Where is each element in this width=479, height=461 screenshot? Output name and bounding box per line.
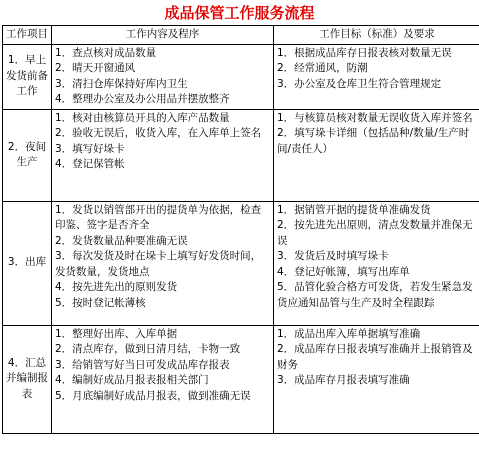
target-line: 1．成品出库入库单据填写准确 (277, 327, 421, 340)
content-line: 2．清点库存，做到日清月结，卡物一致 (55, 343, 241, 355)
content-line: 4．登记保管帐 (55, 158, 125, 170)
table-row (3, 325, 479, 433)
target-line: 1．根据成品库存日报表核对数量无误 (277, 46, 452, 59)
content-line: 5．按时登记帐薄核 (55, 296, 146, 309)
header-item: 工作项目 (3, 26, 52, 45)
row-content (52, 44, 274, 109)
content-line: 1．核对由核算员开具的入库产品数量 (55, 111, 230, 124)
header-content: 工作内容及程序 (52, 26, 274, 45)
target-line: 1．与核算员核对数量无误收货入库并签名 (277, 111, 473, 124)
target-line: 3．发货后及时填写垛卡 (277, 250, 389, 262)
page-title: 成品保管工作服务流程 (164, 4, 315, 22)
content-line: 1．整理好出库、入库单据 (55, 327, 178, 340)
content-line: 4．整理办公室及办公用品并摆放整齐 (55, 93, 230, 105)
target-line: 2．经常通风，防潮 (277, 62, 368, 74)
process-table (2, 25, 479, 434)
row-item: 2．夜间生产 (3, 109, 52, 201)
table-row (3, 109, 479, 201)
row-target (274, 201, 479, 325)
header-target: 工作目标（标准）及要求 (274, 26, 479, 45)
table-body (3, 44, 479, 433)
table-row (3, 201, 479, 325)
target-line: 2．填写垛卡详细（包括品种/数量/生产时间/责任人） (277, 127, 470, 155)
content-line: 3．每次发货及时在垛卡上填写好发货时间，发货数量，发货地点 (55, 250, 262, 278)
content-line: 4．编制好成品月报表报相关部门 (55, 374, 209, 386)
content-line: 1．查点核对成品数量 (55, 46, 157, 59)
target-line: 4．登记好帐簿，填写出库单 (277, 265, 410, 278)
row-item: 1．早上发货前备工作 (3, 44, 52, 109)
table-row (3, 44, 479, 109)
row-content (52, 325, 274, 433)
target-line: 1．据销管开据的提货单准确发货 (277, 203, 431, 216)
target-line: 3．办公室及仓库卫生符合管理规定 (277, 77, 442, 90)
row-content (52, 109, 274, 201)
content-line: 3．填写好垛卡 (55, 142, 125, 155)
row-item: 3．出库 (3, 201, 52, 325)
content-line: 2．晴天开窗通风 (55, 62, 136, 74)
content-line: 5．月底编制好成品月报表，做到准确无误 (55, 389, 251, 402)
content-line: 3．清扫仓库保持好库内卫生 (55, 77, 188, 90)
content-line: 2．发货数量品种要准确无误 (55, 234, 188, 247)
target-line: 5．品管化验合格方可发货，若发生紧急发货应通知品管与生产及时全程跟踪 (277, 281, 473, 309)
content-line: 4．按先进先出的原则发货 (55, 281, 178, 293)
target-line: 2．按先进先出原则，清点发数量并准保无误 (277, 219, 473, 247)
target-line: 3．成品库存月报表填写准确 (277, 374, 410, 386)
row-content (52, 201, 274, 325)
content-line: 3．给销管写好当日可发成品库存报表 (55, 358, 230, 371)
row-target (274, 325, 479, 433)
row-item: 4．汇总并编制报表 (3, 325, 52, 433)
row-target (274, 44, 479, 109)
content-line: 1．发货以销管部开出的提货单为依据，检查印鉴、签字是否齐全 (55, 203, 262, 231)
table-header-row (3, 26, 479, 45)
row-target (274, 109, 479, 201)
target-line: 2．成品库存日报表填写准确并上报销管及财务 (277, 343, 473, 371)
content-line: 2．验收无误后，收货入库，在入库单上签名 (55, 127, 262, 139)
